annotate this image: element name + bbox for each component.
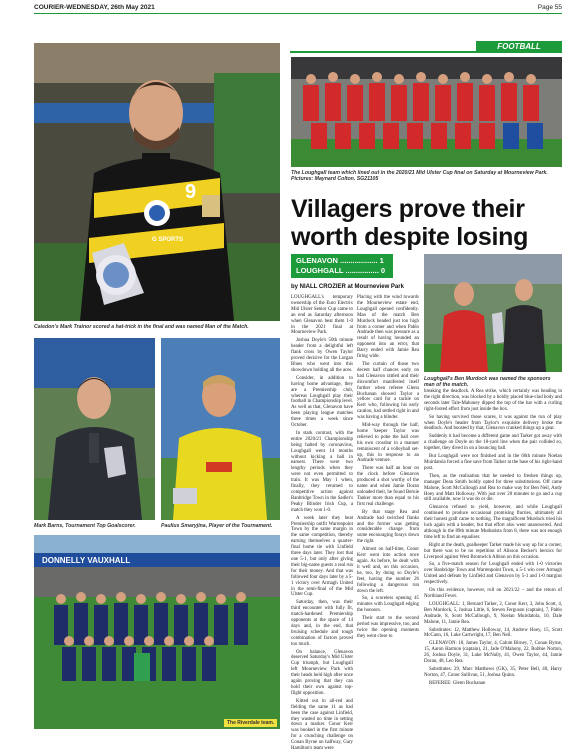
col2-p3: Mid-way through the half, home 'keeper Taylor was relieved to poke the ball over his own crossbar in a manner reminiscent of a volleyball set-up, this in response to an Andrade venture. — [357, 423, 419, 464]
photo-loughgall-team — [291, 57, 562, 167]
col3-p8: So, a five-match season for Loughgall ended with 1-0 victories over Banbridge Town and Warrenpoint Town, a 5-1 win over Armagh United and defeats by Linfield and Glenavon by 5-1 and 1-0 margins respectively. — [424, 562, 562, 586]
col3-p12: GLENAVON: 18, James Taylor, 4, Calum Birney, 7, Conan Byrne, 15, Aaron Harmon (captain), 21, Jade O'Mahony, 22, Robbie Norton, 26, Joshua Doyle, 31, Luke McNally, 41, Owen Taylor, 44, Jamie Doran, 48, Leo Rea. — [424, 641, 562, 665]
col3-p13: Substitutes: 29, Marc Matthews (GK), 35, Peter Bell, 40, Harry Norton, 47, Conor Sullivan, 51, Joshua Quinn. — [424, 666, 562, 678]
photo-trainor — [34, 43, 280, 321]
page-number: Page 55 — [537, 4, 562, 11]
stadium-sign: DONNELLY VAUXHALL — [42, 556, 131, 565]
article-column-2 — [357, 295, 419, 733]
shirt-number: 9 — [185, 181, 197, 203]
score-box — [291, 254, 393, 278]
col2-p2: The curtain of those two decent half chances early on had Glenavon rattled and their discomfort manifested itself further when referee Glenn Buchanan showed Taylor a yellow card for a tackle on Kerr who, following his early caution, had settled right in and was having a blinder. — [357, 361, 419, 421]
shirt-sponsor: G SPORTS — [152, 237, 184, 243]
header-rule — [34, 13, 562, 14]
col3-p4: But Loughgall were not finished and in the 66th minute Noelan Muirdatola forced a fine save from Tarker at the base of his right-hand post. — [424, 454, 562, 471]
col3-p11: Substitutes: 12, Matthew Holloway, 14, Andrew Hoey, 15, Scott McCann, 16, Luke Cartwright, 17, Ben Neil. — [424, 627, 562, 639]
caption-riverdale: The Riverdale team. — [224, 719, 277, 727]
col3-p10: LOUGHGALL: 1, Bernard Tarker, 2, Conor Kerr, 3, John Scott, 4, Ben Murdock, 5, Joshua Little, 6, Steven Ferguson (captain), 7, Pablo Andrade, 8, Scott McCullough, 9, Noelan Muirdatola, 10, Dale Malone, 11, Jamie Rea. — [424, 601, 562, 625]
article-column-1 — [291, 295, 353, 752]
col1-p2: Joshua Doyle's 50th minute header from a delightful left flank cross by Owen Taylor proved decisive for the Lurgan Blues who went into this showdown holding all the aces. — [291, 338, 353, 373]
col1-p8: Kitted out in all-red and fielding the same 11 as had been the case against Linfield, they wasted no time in setting down a marker. Conor Kerr was booked in the first minute for a crunching challenge on Conan Byrne on halfway, Gary Hamilton's team were — [291, 698, 353, 752]
col3-p6: Glenavon refused to yield, however, and while Loughgall continued to produce occasional promising flurries, ultimately all their honest graft came to nothing. The magnificent Murdock tried his luck again with a header, but that effort also went unanswered. And although in the 89th minute Mutbatista from 8, there was not enough time left to find an equaliser. — [424, 505, 562, 540]
col1-p6: Saturday, then, was their third encounter with fully fit, match-hardened Premiership opponents at the space of 14 days and, in the end, that bruising schedule and tough combination of factors proved too much. — [291, 600, 353, 647]
photo-murdock — [424, 254, 562, 372]
col2-p8: Their start to the second period was impressive, too, and twice the opening moments they went close to — [357, 616, 419, 639]
col1-p4: In stark contrast, with the entire 2020/21 Championship being halted by coronavirus, Loughgall went 14 months without kicking a ball in earnest. There were two lengthy periods when they were not even permitted to train. It was May 1 when, finally, they returned to competitive action against Banbridge Town in the Sadler's Peaky Blinder Irish Cup, a match they won 1-0. — [291, 430, 353, 513]
caption-barns: Mark Barns, Tournament Top Goalscorer. — [34, 523, 136, 529]
col2-p5: By that stage Rea and Andrade had switched flanks and the former was getting considerable change from some encouraging forays down the right. — [357, 509, 419, 545]
caption-team: The Loughgall team which lined out in the 2020/21 Mid Ulster Cup final on Saturday at Mourneview Park. Pictures: Maynard Colton. SG21105 — [291, 170, 548, 182]
col2-p1: Placing with the wind towards the Mourneview estate end, Loughgall opened confidently. Man of the match Ben Murdock headed just too high from a corner and when Pablo Andrade then was pressure as a result of having hounded an opponent into an error, that Barry ended with Jamie Rea firing wide. — [357, 295, 419, 360]
article-column-3 — [424, 389, 562, 733]
col2-p4: There was half an hour on the clock before Glenavon produced a shot worthy of the name and when Jamie Doran unloaded their, he found Bernie Tanker more than equal to his first real challenge. — [357, 466, 419, 507]
col3-p3: Suddenly it had become a different game and Tarker got away with a challenge on Doyle on the 18-yard line when the pair collided so, together, they dived in on a bouncing ball. — [424, 434, 562, 452]
col3-p7: Right at the death, goalkeeper Tarker made his way up for a corner, but there was to be no repetition of Alisson Becker's heroics for Liverpool against West Bromwich Albion on this occasion. — [424, 542, 562, 560]
score-loughgall: LOUGHGALL ................ 0 — [296, 266, 386, 275]
photo-riverdale — [34, 535, 280, 729]
col3-p9: On this evidence, however, roll on 2021/22 – and the return of Northland Fever. — [424, 588, 562, 599]
caption-murdock: Loughgall's Ben Murdock was named the sponsors man of the match. — [424, 376, 551, 388]
score-glenavon: GLENAVON .................. 1 — [296, 256, 384, 265]
photo-smaryjina — [161, 338, 280, 520]
col3-p1: breaking the deadlock. A Rea strike, which certainly was heading in the right direction, was blocked by a boldly placed blue-clad body and seconds later Tale-Mahoney dipped the top of the bar with a curling right-footed effort from just inside the box. — [424, 389, 562, 412]
trainor-illustration — [34, 43, 280, 321]
col1-p7: On balance, Glenavon deserved Saturday's Mid Ulster Cup triumph, but Loughgall left Mourneview Park with their heads held high after once again proving that they can hold their own against top-flight opposition. — [291, 649, 353, 696]
byline: by NIALL CROZIER at Mourneview Park — [291, 284, 404, 290]
col3-p14: REFEREE: Glenn Buchanan — [429, 680, 486, 686]
photo-barns — [34, 338, 155, 520]
section-banner: FOOTBALL — [476, 41, 562, 52]
col3-p5: Then, as the realisation that he needed to freshen things up, manager Dean Smith boldly opted for three substitutions. Off came Malone, Scott McCullough and Rea to make way for Ben Neil, Andy Hoey and Matt Holloway. With just over 20 minutes to go and a cup still available, now it was do or die. — [424, 473, 562, 503]
col2-p7: So, a scoreless opening 45 minutes with Loughgall edging the honours. — [357, 596, 419, 614]
col1-p5: A week later they beat Premiership outfit Warrenpoint Town by the same margin in the same competition, thereby earning themselves a quarter-final home tie with Linfield three days later. They lost that one 5-1, but only after giving their big-name guests a real run for their money. And that was followed four days later by a 5-1 victory over Armagh United in the semi-final of the Mid Ulster Cup. — [291, 515, 353, 598]
col3-p2: So having survived those scares, it was against the run of play when Doyle's header from Taylor's exquisite delivery broke the deadlock. And boosted by that, Glenavon cranked things up a gear. — [424, 414, 562, 432]
caption-smaryjina: Paulius Smaryjina, Player of the Tournament. — [161, 523, 273, 529]
col1-p1: LOUGHGALL's temporary ownership of the Euro Electrix Mid Ulster Senior Cup came to an end as Saturday afternoon when Glenavon beat them 1-0 in the 2021 final at Mourneview Park. — [291, 295, 353, 336]
col1-p3: Consider, in addition to having home advantage, they are a Premiership club, whereas Loughgall play their football in Championship level. As well as that, Glenavon have been playing league matches three times a week since October. — [291, 375, 353, 429]
col2-p6: Almost on half-time, Conor Kerr went into action once again. As before, he dealt with it well and, on this occasion, he, too, by doing so Doyle's feet, having the number 26 following a dangerous run down the left. — [357, 547, 419, 594]
publication-date: COURIER-WEDNESDAY, 26th May 2021 — [34, 4, 155, 11]
caption-trainor: Caledon's Mark Trainor scored a hat-trick in the final and was named Man of the Match. — [34, 324, 249, 330]
headline: Villagers prove their worth despite losing — [291, 195, 529, 251]
